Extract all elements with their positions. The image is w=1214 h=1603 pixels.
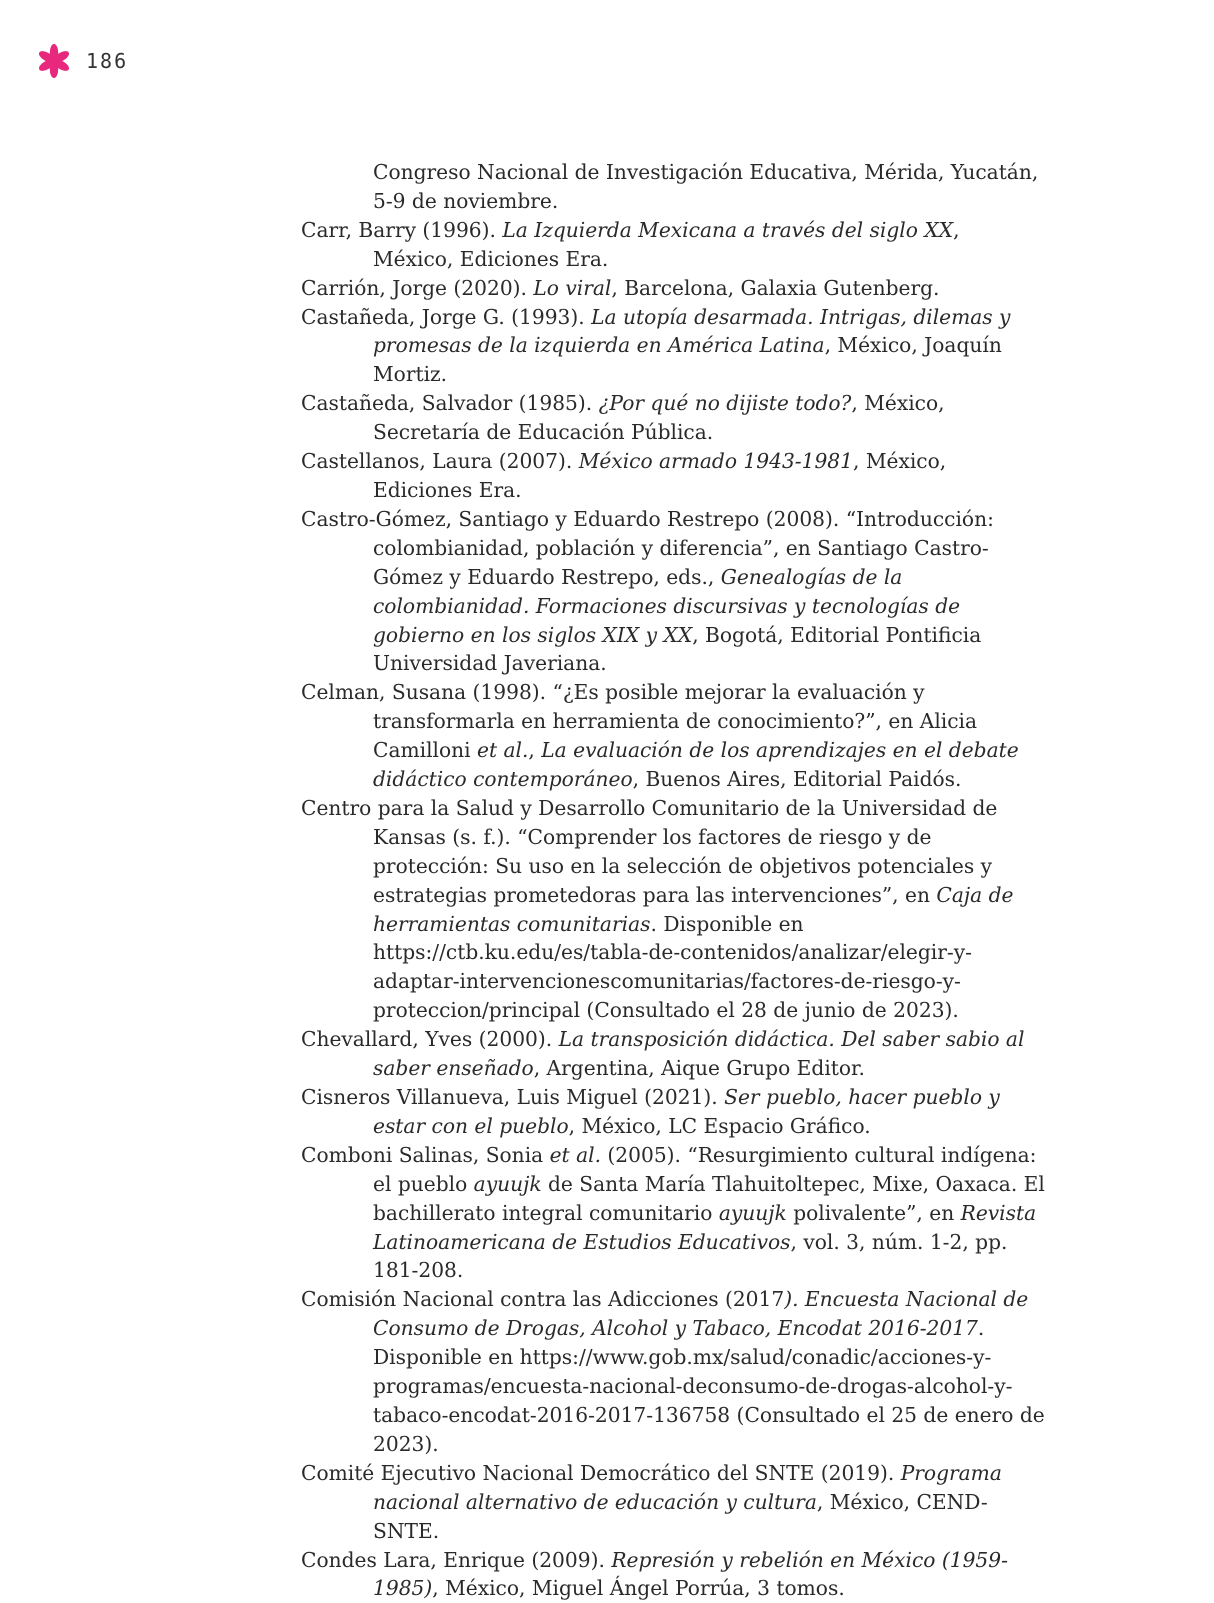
entry-text: , México, CEND-SNTE.: [373, 1490, 988, 1543]
entry-title-text: Programa nacional alternativo de educación y cultura: [373, 1461, 1002, 1514]
entry-title-text: Caja de herramientas comunitarias: [373, 883, 1013, 936]
entry-title-text: Ser pueblo, hacer pueblo y estar con el pueblo: [373, 1085, 1000, 1138]
entry-title-text: La evaluación de los aprendizajes en el debate didáctico contemporáneo: [373, 738, 1019, 791]
entry-text: , vol. 3, núm. 1-2, pp. 181-208.: [373, 1230, 1007, 1283]
entry-title-text: México armado 1943-1981: [579, 449, 853, 473]
entry-text: Comisión Nacional contra las Adicciones (2017: [301, 1287, 784, 1311]
entry-title-text: Revista Latinoamericana de Estudios Educativos: [373, 1201, 1036, 1254]
entry-text: (2005). “Resurgimiento cultural indígena: el pueblo: [373, 1143, 1036, 1196]
entry-title-text: et al.: [477, 738, 528, 762]
entry-title-text: ayuujk: [474, 1172, 542, 1196]
bibliography-entry: [301, 1025, 1046, 1083]
bibliography-entry: [301, 505, 1046, 678]
entry-text: , México, Miguel Ángel Porrúa, 3 tomos.: [432, 1576, 844, 1600]
entry-title-text: La utopía desarmada. Intrigas, dilemas y promesas de la izquierda en América Latina: [373, 305, 1010, 358]
bibliography-entry: [301, 389, 1046, 447]
bibliography-entry: [301, 274, 1046, 303]
bibliography-entry: [301, 216, 1046, 274]
bibliography-list: [301, 158, 1046, 1603]
entry-title-text: et al.: [550, 1143, 601, 1167]
entry-text: , Buenos Aires, Editorial Paidós.: [633, 767, 962, 791]
entry-text: ,: [528, 738, 541, 762]
entry-text: , México, Ediciones Era.: [373, 449, 946, 502]
entry-text: Centro para la Salud y Desarrollo Comunitario de la Universidad de Kansas (s. f.). “Comprender los factores de riesgo y de protección: Su uso en la selección de objetivos potenciales y estrategias prometedoras para las intervenciones”, en: [301, 796, 997, 907]
bibliography-entry: [301, 1546, 1046, 1603]
entry-title-text: ayuujk: [719, 1201, 787, 1225]
entry-title-text: ). Encuesta Nacional de Consumo de Drogas, Alcohol y Tabaco, Encodat 2016-2017: [373, 1287, 1028, 1340]
entry-text: Castañeda, Salvador (1985).: [301, 391, 599, 415]
entry-title-text: Represión y rebelión en México (1959-1985): [373, 1548, 1008, 1601]
bibliography-entry: [301, 447, 1046, 505]
page-number: 186: [86, 44, 128, 78]
entry-text: Castañeda, Jorge G. (1993).: [301, 305, 591, 329]
bibliography-entry: [301, 794, 1046, 1025]
entry-text: Chevallard, Yves (2000).: [301, 1027, 559, 1051]
entry-text: , México, Secretaría de Educación Pública.: [373, 391, 945, 444]
entry-title-text: La transposición didáctica. Del saber sabio al saber enseñado: [373, 1027, 1024, 1080]
entry-text: Castro-Gómez, Santiago y Eduardo Restrepo (2008). “Introducción: colombianidad, población y diferencia”, en Santiago Castro-Gómez y Eduardo Restrepo, eds.,: [301, 507, 994, 589]
entry-text: . Disponible en https://www.gob.mx/salud/conadic/acciones-y-programas/encuesta-nacional-deconsumo-de-drogas-alcohol-y-tabaco-encodat-2016-2017-136758 (Consultado el 25 de enero de 2023).: [373, 1316, 1045, 1456]
entry-text: , Barcelona, Galaxia Gutenberg.: [611, 276, 939, 300]
entry-text: Cisneros Villanueva, Luis Miguel (2021).: [301, 1085, 724, 1109]
entry-title-text: Genealogías de la colombianidad. Formaciones discursivas y tecnologías de gobierno en los siglos XIX y XX: [373, 565, 960, 647]
entry-text: Comité Ejecutivo Nacional Democrático del SNTE (2019).: [301, 1461, 901, 1485]
entry-text: polivalente”, en: [787, 1201, 961, 1225]
bibliography-entry: [301, 303, 1046, 390]
entry-text: Celman, Susana (1998). “¿Es posible mejorar la evaluación y transformarla en herramienta de conocimiento?”, en Alicia Camilloni: [301, 680, 977, 762]
entry-text: Carrión, Jorge (2020).: [301, 276, 533, 300]
bibliography-entry: [301, 678, 1046, 794]
entry-text: de Santa María Tlahuitoltepec, Mixe, Oaxaca. El bachillerato integral comunitario: [373, 1172, 1045, 1225]
entry-text: Congreso Nacional de Investigación Educativa, Mérida, Yucatán, 5-9 de noviembre.: [373, 160, 1038, 213]
bibliography-entry: [301, 1083, 1046, 1141]
asterisk-icon: [36, 44, 72, 78]
entry-text: Comboni Salinas, Sonia: [301, 1143, 550, 1167]
entry-title-text: La Izquierda Mexicana a través del siglo XX: [502, 218, 953, 242]
page-header: [36, 44, 128, 78]
entry-text: Condes Lara, Enrique (2009).: [301, 1548, 611, 1572]
entry-text: , México, Joaquín Mortiz.: [373, 333, 1002, 386]
entry-text: . Disponible en https://ctb.ku.edu/es/tabla-de-contenidos/analizar/elegir-y-adaptar-intervencionescomunitarias/factores-de-riesgo-y-proteccion/principal (Consultado el 28 de junio de 2023).: [373, 912, 972, 1023]
entry-text: , Argentina, Aique Grupo Editor.: [534, 1056, 865, 1080]
entry-title-text: Lo viral: [533, 276, 611, 300]
entry-text: , Bogotá, Editorial Pontificia Universidad Javeriana.: [373, 623, 981, 676]
entry-title-text: ¿Por qué no dijiste todo?: [599, 391, 852, 415]
bibliography-entry: [301, 1285, 1046, 1458]
entry-text: , México, Ediciones Era.: [373, 218, 960, 271]
bibliography-entry: [301, 1141, 1046, 1286]
bibliography-entry: [301, 1459, 1046, 1546]
entry-text: Castellanos, Laura (2007).: [301, 449, 579, 473]
entry-text: , México, LC Espacio Gráfico.: [569, 1114, 871, 1138]
bibliography-entry: [301, 158, 1046, 216]
entry-text: Carr, Barry (1996).: [301, 218, 502, 242]
